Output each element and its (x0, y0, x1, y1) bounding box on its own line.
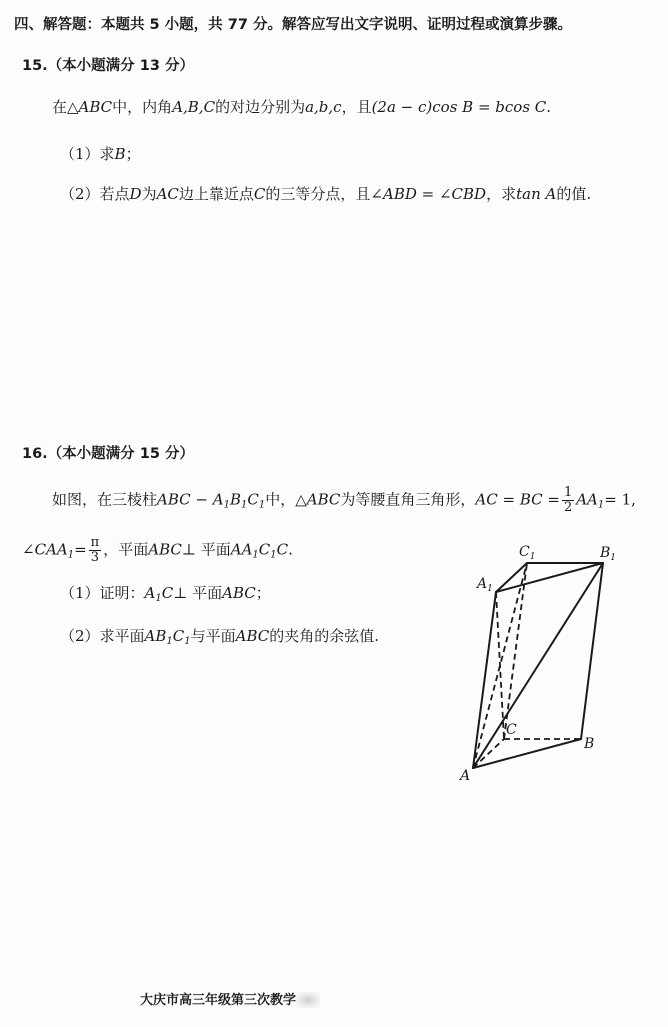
q16-var: C (276, 540, 289, 559)
q16-var: AB (144, 627, 167, 645)
q16-part2-label: （2）求平面 (60, 627, 145, 645)
q15-part1-var: B (114, 145, 126, 163)
q16-part2 (60, 625, 379, 653)
q16-var: ABC (148, 540, 182, 559)
q15-condition: (2a − c)cos B = bcos C (371, 98, 547, 116)
q15-text: ； (125, 145, 141, 163)
q16-fraction-pi (89, 536, 102, 565)
q16-line1 (52, 486, 636, 517)
q15-triangle: ABC (78, 98, 113, 116)
q16-var: C (247, 490, 259, 509)
q15-stem (52, 96, 551, 118)
q16-header: 16.（本小题满分 15 分） (22, 446, 194, 462)
q16-line2 (22, 536, 293, 567)
q16-angle: ∠CAA (22, 540, 68, 559)
q16-triangle: ABC (306, 490, 341, 509)
edge-a-a1 (473, 592, 496, 768)
section-heading: 四、解答题：本题共 5 小题，共 77 分。解答应写出文字说明、证明过程或演算步骤。 (14, 17, 572, 33)
q15-part2-label: （2）若点 (60, 185, 130, 203)
q16-text: 如图，在三棱柱 (52, 490, 158, 509)
q16-var: C (172, 627, 185, 645)
q16-sub: 1 (270, 549, 277, 561)
q16-var: C (161, 584, 174, 602)
q16-sub: 1 (258, 499, 266, 511)
q15-part1-label: （1）求 (60, 145, 115, 163)
q16-sub: 1 (155, 593, 162, 604)
q15-part2 (60, 183, 591, 205)
q15-text: 的值. (556, 185, 592, 203)
q16-prism: ABC − A (157, 490, 224, 509)
q15-text: 边上靠近点 (178, 185, 254, 203)
q15-text: 中，内角 (112, 98, 173, 116)
q16-text: ⊥ 平面 (173, 584, 223, 602)
q15-text: 为 (141, 185, 157, 203)
label-b: B (584, 736, 595, 752)
q16-sub: 1 (597, 499, 605, 511)
q16-sub: 1 (252, 549, 259, 561)
label-a1: $A_1$ (477, 576, 493, 594)
prism-figure (450, 540, 620, 790)
q15-tan: tan A (516, 185, 557, 203)
q15-text: ，且 (341, 98, 372, 116)
q15-text: 在△ (52, 98, 79, 116)
smudge-mark (296, 992, 320, 1008)
q16-text: . (288, 540, 293, 559)
q15-angle-equality: ∠ABD = ∠CBD (370, 185, 487, 203)
q16-var: ABC (235, 627, 270, 645)
q15-sides: a,b,c (305, 98, 342, 116)
q16-var: A (144, 584, 156, 602)
q16-sub: 1 (166, 636, 173, 647)
q16-sub: 1 (223, 499, 230, 511)
q16-equation: AC = BC = (475, 490, 560, 509)
footer-text: 大庆市高三年级第三次教学 (140, 993, 297, 1008)
label-c1: $C_1$ (519, 544, 536, 562)
q15-text: ，求 (486, 185, 517, 203)
q16-var: ABC (222, 584, 256, 602)
q16-equation: = (74, 540, 87, 559)
q16-part1-label: （1）证明： (60, 584, 145, 602)
q15-angles: A,B,C (172, 98, 216, 116)
fraction-denominator: 3 (90, 550, 100, 565)
fraction-numerator: π (90, 535, 100, 550)
label-a: A (460, 768, 471, 784)
fraction-numerator: 1 (563, 485, 573, 500)
edge-b-b1 (581, 563, 603, 739)
q16-var: AA (230, 540, 253, 559)
q16-text: 与平面 (190, 627, 236, 645)
q15-text: 的对边分别为 (215, 98, 306, 116)
q16-var: C (258, 540, 271, 559)
label-c: C (506, 722, 517, 738)
q16-text: 为等腰直角三角形， (340, 490, 476, 509)
q15-var: AC (156, 185, 179, 203)
q15-part1 (60, 143, 141, 165)
q16-var: AA (576, 490, 598, 509)
q15-var: D (129, 185, 142, 203)
q15-text: 的三等分点，且 (265, 185, 371, 203)
q16-text: ； (255, 584, 271, 602)
q15-text: . (546, 98, 552, 116)
q16-text: 的夹角的余弦值. (269, 627, 380, 645)
fraction-denominator: 2 (563, 500, 573, 515)
q16-fraction-half (562, 486, 574, 515)
q16-text: ⊥ 平面 (181, 540, 231, 559)
label-b1: $B_1$ (600, 545, 617, 563)
q16-equation: = 1, (604, 490, 636, 509)
q16-sub: 1 (184, 636, 191, 647)
q16-part1 (60, 582, 271, 610)
q16-sub: 1 (240, 499, 248, 511)
q16-sub: 1 (67, 549, 75, 561)
q16-var: B (229, 490, 241, 509)
q15-header: 15.（本小题满分 13 分） (22, 58, 194, 74)
q15-var: C (253, 185, 266, 203)
q16-text: 中，△ (265, 490, 307, 509)
q16-text: ，平面 (103, 540, 149, 559)
edge-a-c1-hidden (473, 563, 527, 768)
